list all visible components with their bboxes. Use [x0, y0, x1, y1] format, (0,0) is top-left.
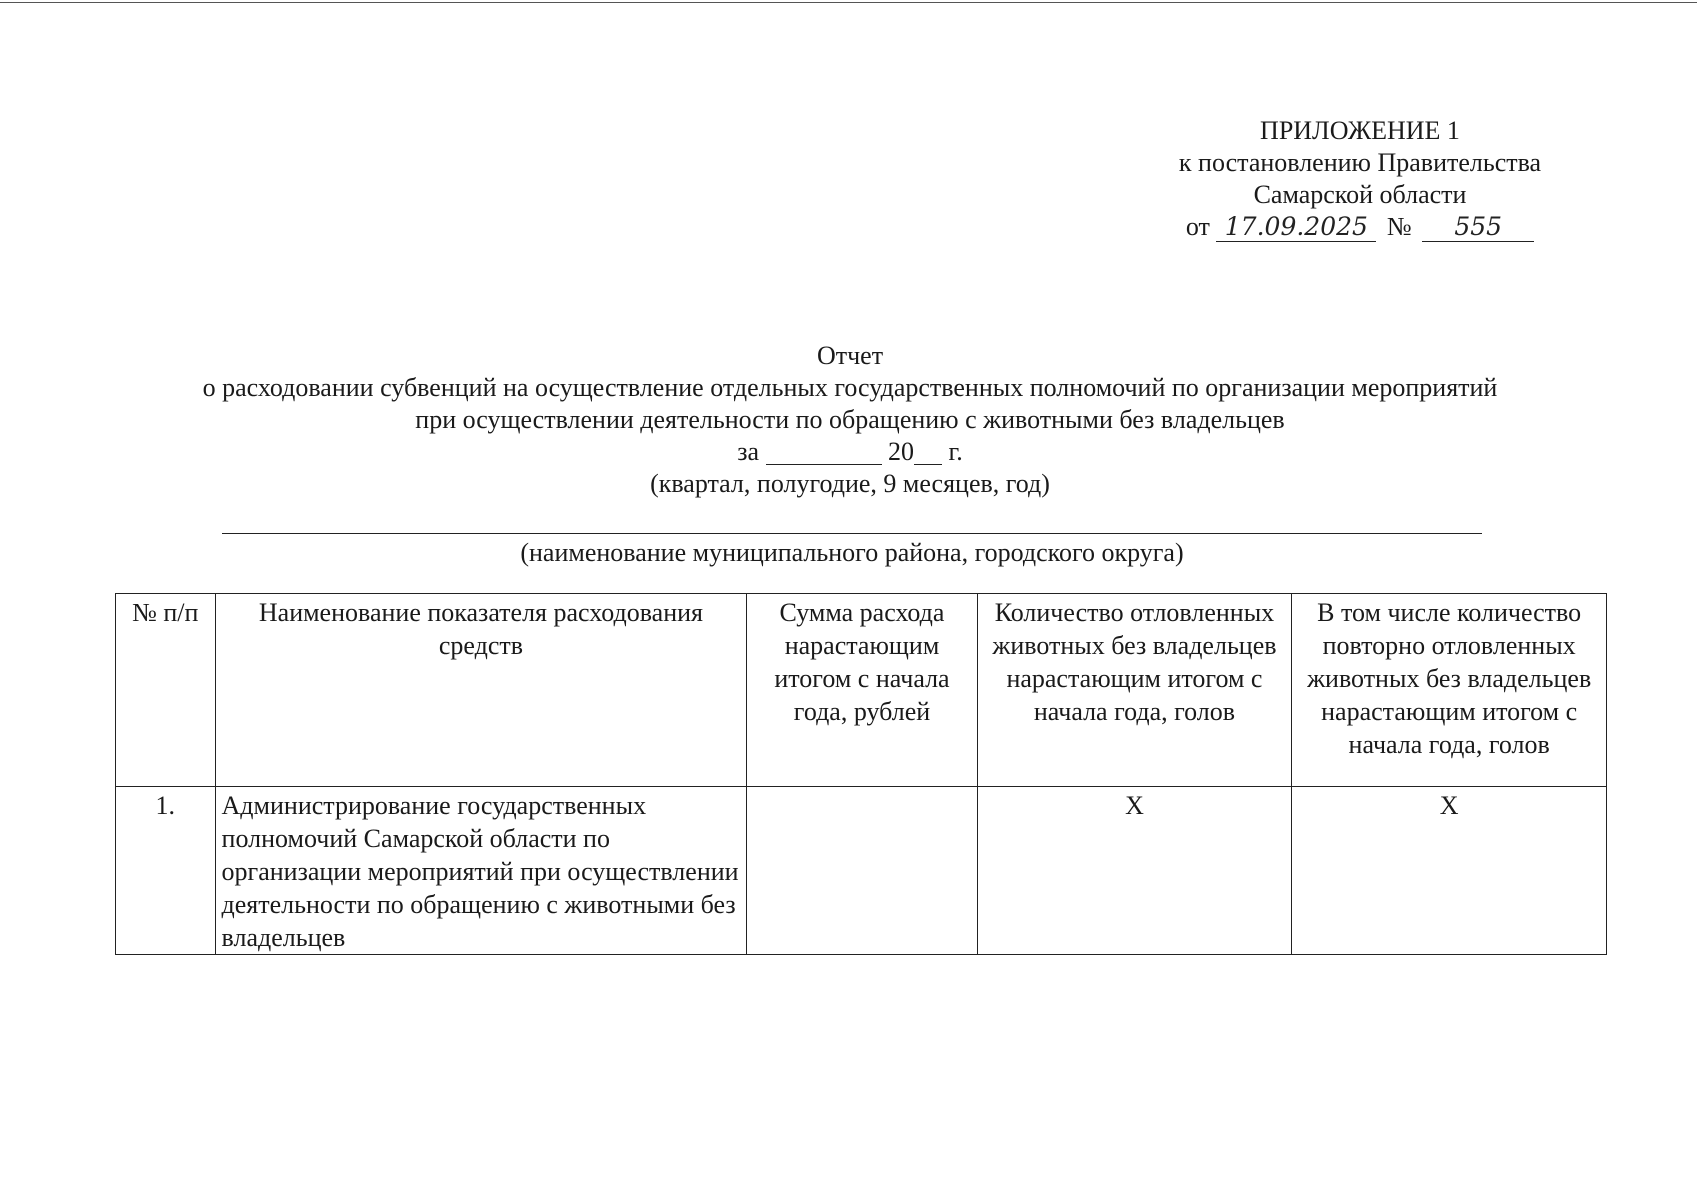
expenditure-table	[115, 593, 1607, 955]
header-cell-number: № п/п	[116, 594, 216, 787]
appendix-title: ПРИЛОЖЕНИЕ 1	[1260, 116, 1460, 145]
header-cell-caught: Количество отловленных животных без владельцев нарастающим итогом с начала года, голов	[977, 594, 1292, 787]
period-prefix: за	[737, 437, 760, 466]
row-sum-cell	[747, 787, 977, 955]
report-subject-line-1: о расходовании субвенций на осуществление отдельных государственных полномочий по организации мероприятий	[202, 373, 1498, 402]
municipality-blank-line	[222, 533, 1482, 534]
date-prefix: от	[1185, 212, 1210, 241]
appendix-date-line	[1140, 211, 1580, 243]
report-subject-line-2: при осуществлении деятельности по обращению с животными без владельцев	[415, 405, 1285, 434]
row-recaught-mark: X	[1292, 787, 1607, 955]
top-edge-rule	[0, 2, 1697, 3]
period-blank	[766, 440, 882, 465]
handwritten-date: 17.09.2025	[1216, 213, 1376, 242]
period-suffix: г.	[948, 437, 963, 466]
appendix-header	[1140, 115, 1580, 243]
number-label: №	[1386, 212, 1412, 241]
period-hint: (квартал, полугодие, 9 месяцев, год)	[650, 469, 1050, 498]
appendix-line-1: к постановлению Правительства	[1178, 148, 1542, 177]
report-period-line	[100, 436, 1600, 468]
table-header-row	[116, 594, 1607, 787]
municipality-hint: (наименование муниципального района, городского округа)	[520, 538, 1184, 567]
year-blank	[914, 440, 942, 465]
table-row	[116, 787, 1607, 955]
appendix-line-2: Самарской области	[1253, 180, 1467, 209]
report-title-block	[100, 340, 1600, 500]
report-heading: Отчет	[816, 341, 884, 370]
handwritten-number: 555	[1422, 213, 1534, 242]
row-indicator-name: Администрирование государственных полномочий Самарской области по организации мероприятий при осуществлении деятельности по обращению с животными без владельцев	[215, 787, 747, 955]
period-year: 20	[888, 437, 915, 466]
header-cell-indicator: Наименование показателя расходования средств	[215, 594, 747, 787]
row-number: 1.	[116, 787, 216, 955]
row-caught-mark: X	[977, 787, 1292, 955]
header-cell-recaught: В том числе количество повторно отловленных животных без владельцев нарастающим итогом с начала года, голов	[1292, 594, 1607, 787]
header-cell-sum: Сумма расхода нарастающим итогом с начала года, рублей	[747, 594, 977, 787]
